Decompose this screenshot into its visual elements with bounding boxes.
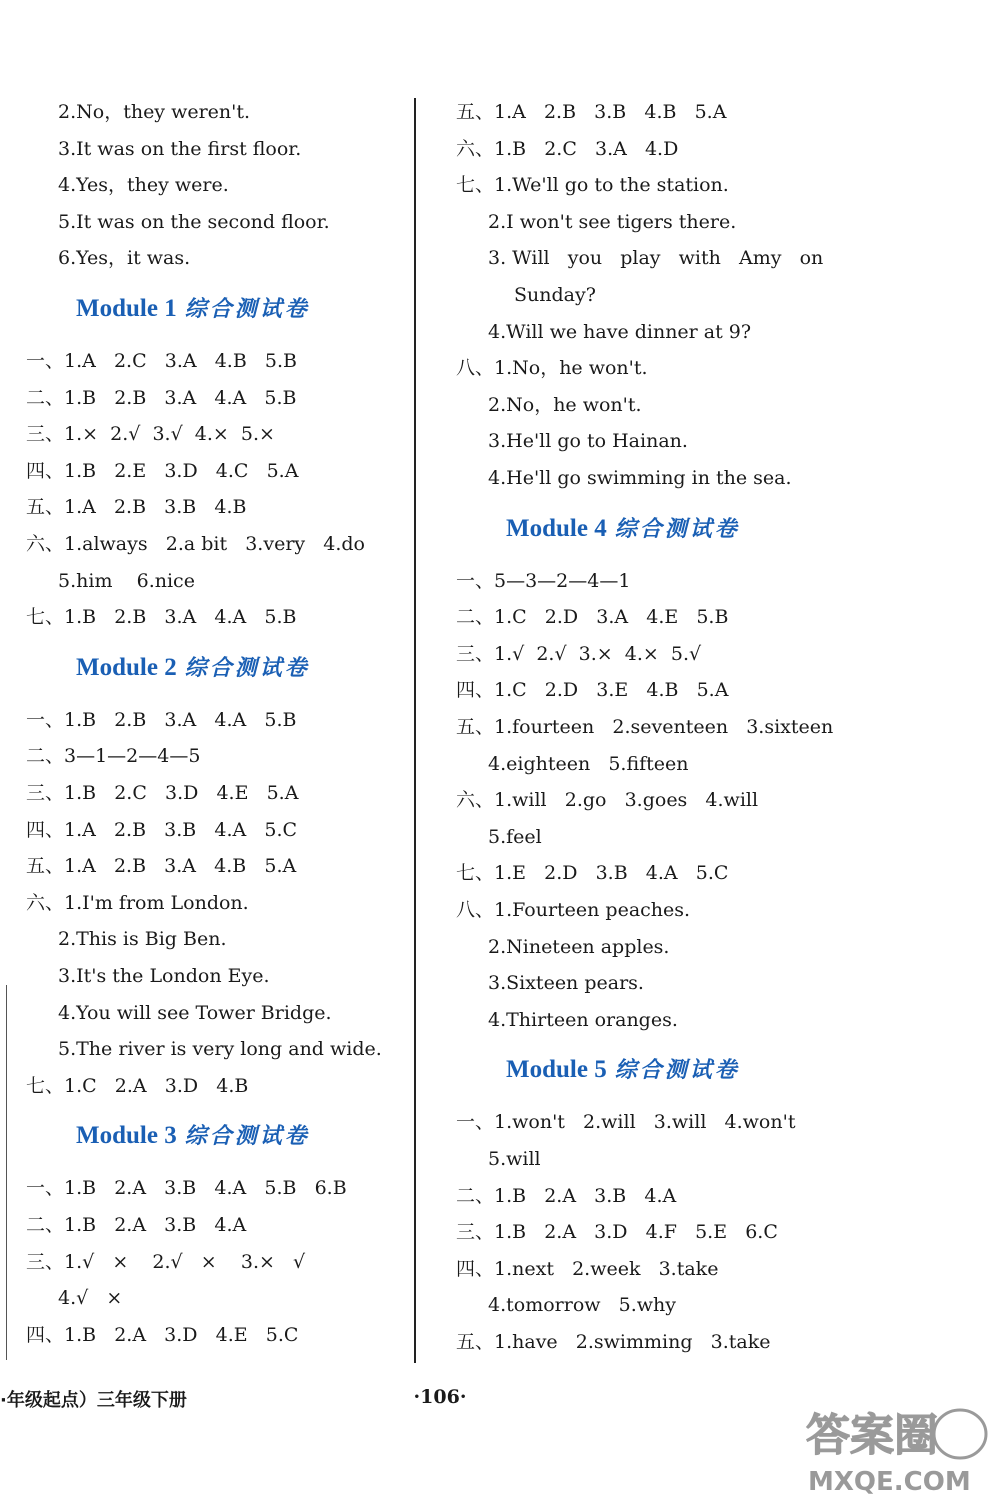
module-heading-suffix: 综合测试卷: [184, 655, 310, 681]
answer-line: 四、1.B 2.E 3.D 4.C 5.A: [26, 459, 299, 482]
answer-line: 一、1.won't 2.will 3.will 4.won't: [456, 1111, 796, 1134]
answer-line: 五、1.have 2.swimming 3.take: [456, 1331, 771, 1353]
module-heading-suffix: 综合测试卷: [184, 297, 310, 322]
answer-line: Sunday?: [514, 284, 596, 306]
watermark-text-bottom: MXQE.COM: [808, 1467, 971, 1497]
answer-line: 五、1.A 2.B 3.A 4.B 5.A: [26, 855, 297, 878]
watermark-logo: [800, 1398, 995, 1498]
answer-line: 3. Will you play with Amy on: [488, 247, 824, 270]
answer-line: 七、1.We'll go to the station.: [456, 174, 729, 197]
answer-line: 2.This is Big Ben.: [58, 928, 227, 951]
answer-line: 6.Yes，it was.: [58, 247, 191, 270]
answer-line: 3.He'll go to Hainan.: [488, 430, 688, 453]
answer-line: 2.I won't see tigers there.: [488, 210, 737, 233]
answer-line: 七、1.C 2.A 3.D 4.B: [26, 1074, 249, 1097]
answer-line: 2.No，they weren't.: [58, 101, 251, 123]
answer-line: 八、1.No，he won't.: [456, 357, 648, 380]
answer-line: 2.No，he won't.: [488, 393, 642, 416]
answer-line: 六、1.will 2.go 3.goes 4.will: [456, 789, 759, 812]
answer-line: 5.feel: [488, 825, 542, 848]
answer-line: 二、3—1—2—4—5: [26, 745, 201, 768]
watermark-text-top: 答案圈: [806, 1410, 938, 1461]
answer-line: 一、1.B 2.A 3.B 4.A 5.B 6.B: [26, 1177, 347, 1200]
answer-line: 3.It was on the first floor.: [58, 137, 302, 160]
answer-line: 一、1.A 2.C 3.A 4.B 5.B: [26, 350, 298, 372]
answer-line: 3.It's the London Eye.: [58, 965, 270, 987]
answer-line: 五、1.A 2.B 3.B 4.B 5.A: [456, 101, 727, 123]
answer-line: 5.him 6.nice: [58, 569, 195, 592]
answer-line: 4.eighteen 5.fifteen: [488, 752, 689, 775]
answer-line: 二、1.B 2.A 3.B 4.A: [26, 1214, 247, 1236]
module-heading-suffix: 综合测试卷: [614, 516, 740, 542]
answer-line: 5.will: [488, 1148, 541, 1170]
answer-line: 2.Nineteen apples.: [488, 935, 670, 958]
answer-line: 二、1.B 2.A 3.B 4.A: [456, 1184, 677, 1207]
answer-line: 五、1.fourteen 2.seventeen 3.sixteen: [456, 716, 834, 738]
answer-line: 一、5—3—2—4—1: [456, 569, 631, 592]
module-heading: [506, 513, 740, 546]
answer-line: 四、1.B 2.A 3.D 4.E 5.C: [26, 1323, 299, 1346]
answer-line: 5.The river is very long and wide.: [58, 1038, 382, 1061]
page-number: ·106·: [413, 1386, 467, 1408]
answer-line: 四、1.A 2.B 3.B 4.A 5.C: [26, 818, 298, 841]
module-heading-title: Module 2: [76, 653, 177, 681]
answer-line: 三、1.√ × 2.√ × 3.× √: [26, 1250, 306, 1273]
answer-line: 七、1.E 2.D 3.B 4.A 5.C: [456, 862, 729, 885]
module-heading-title: Module 1: [76, 295, 177, 322]
answer-line: 4.Thirteen oranges.: [488, 1008, 678, 1031]
answer-line: 5.It was on the second floor.: [58, 210, 330, 233]
answer-line: 二、1.B 2.B 3.A 4.A 5.B: [26, 386, 297, 409]
answer-line: 五、1.A 2.B 3.B 4.B: [26, 496, 247, 519]
answer-line: 4.He'll go swimming in the sea.: [488, 467, 792, 489]
answer-line: 四、1.C 2.D 3.E 4.B 5.A: [456, 679, 729, 702]
footer-book-title: ·年级起点）三年级下册: [0, 1390, 187, 1411]
answer-line: 一、1.B 2.B 3.A 4.A 5.B: [26, 708, 297, 731]
answer-line: 三、1.√ 2.√ 3.× 4.× 5.√: [456, 642, 702, 665]
module-heading-title: Module 4: [506, 514, 607, 542]
module-heading-suffix: 综合测试卷: [614, 1058, 740, 1084]
answer-line: 4.You will see Tower Bridge.: [58, 1001, 332, 1024]
answer-line: 七、1.B 2.B 3.A 4.A 5.B: [26, 606, 297, 629]
answer-line: 4.Will we have dinner at 9?: [488, 320, 752, 343]
answer-line: 4.Yes，they were.: [58, 174, 229, 197]
answer-line: 三、1.B 2.C 3.D 4.E 5.A: [26, 782, 299, 804]
answer-line: 三、1.B 2.A 3.D 4.F 5.E 6.C: [456, 1221, 778, 1244]
page-edge-mark: [6, 985, 7, 1360]
answer-line: 六、1.always 2.a bit 3.very 4.do: [26, 533, 365, 555]
answer-line: 八、1.Fourteen peaches.: [456, 899, 691, 921]
column-divider: [414, 98, 416, 1363]
answer-line: 六、1.I'm from London.: [26, 891, 249, 914]
answer-line: 六、1.B 2.C 3.A 4.D: [456, 137, 679, 160]
module-heading-title: Module 3: [76, 1122, 177, 1150]
module-heading: [76, 1120, 310, 1153]
answer-line: 4.tomorrow 5.why: [488, 1294, 677, 1317]
module-heading: [506, 1054, 740, 1087]
module-heading-suffix: 综合测试卷: [184, 1124, 310, 1150]
answer-line: 3.Sixteen pears.: [488, 972, 644, 995]
module-heading: [76, 652, 310, 685]
answer-line: 二、1.C 2.D 3.A 4.E 5.B: [456, 606, 729, 629]
module-heading: [76, 293, 310, 326]
module-heading-title: Module 5: [506, 1056, 607, 1084]
answer-line: 四、1.next 2.week 3.take: [456, 1257, 719, 1280]
answer-line: 三、1.× 2.√ 3.√ 4.× 5.×: [26, 423, 275, 446]
answer-line: 4.√ ×: [58, 1287, 123, 1310]
